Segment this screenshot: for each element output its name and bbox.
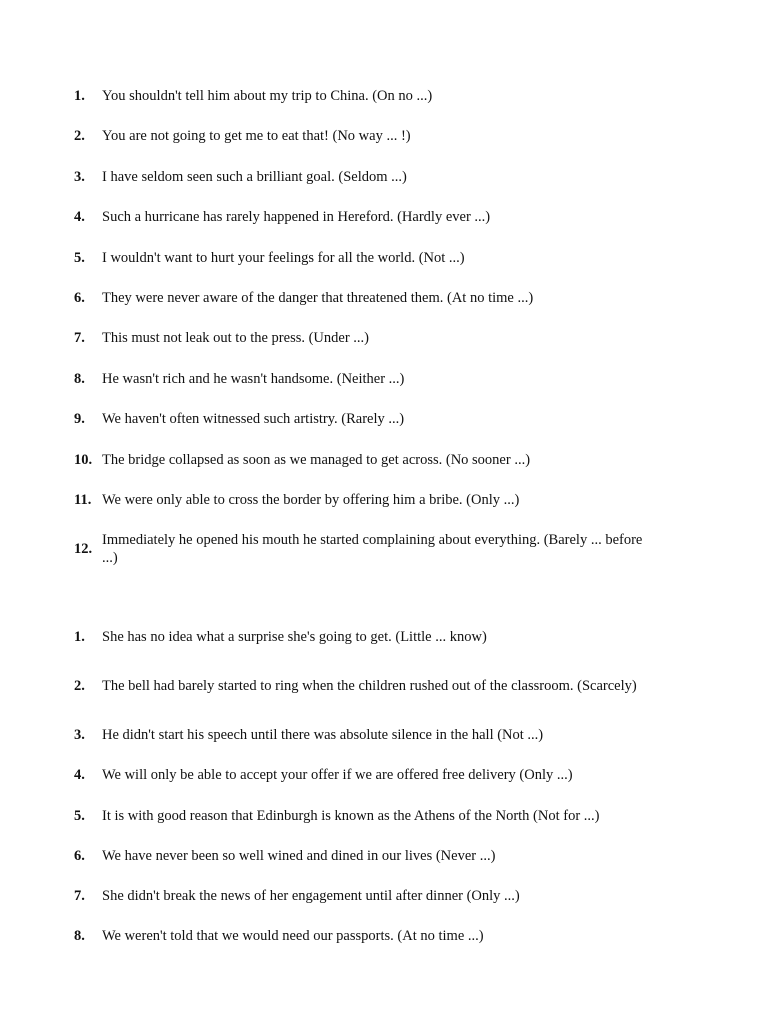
exercise-1-list bbox=[74, 87, 644, 595]
item-text: She didn't break the news of her engagement until after dinner (Only ...) bbox=[102, 887, 520, 904]
item-number: 9. bbox=[74, 411, 85, 428]
item-number: 7. bbox=[74, 887, 85, 904]
item-number: 5. bbox=[74, 807, 85, 824]
item-text: The bell had barely started to ring when the children rushed out of the classroom. (Scarcely) bbox=[102, 678, 637, 695]
item-text: We weren't told that we would need our passports. (At no time ...) bbox=[102, 928, 484, 945]
item-text: This must not leak out to the press. (Under ...) bbox=[102, 330, 369, 347]
item-text: She has no idea what a surprise she's going to get. (Little ... know) bbox=[102, 629, 487, 645]
list-item bbox=[74, 410, 644, 428]
item-number: 5. bbox=[74, 249, 85, 266]
list-item bbox=[74, 807, 644, 825]
item-number: 6. bbox=[74, 847, 85, 864]
list-item bbox=[74, 329, 644, 347]
list-item bbox=[74, 491, 644, 509]
list-item bbox=[74, 628, 644, 646]
item-text: You are not going to get me to eat that! (No way ... !) bbox=[102, 128, 411, 145]
item-number: 6. bbox=[74, 289, 85, 306]
item-number: 11. bbox=[74, 491, 92, 508]
item-number: 2. bbox=[74, 128, 85, 145]
item-text: You shouldn't tell him about my trip to China. (On no ...) bbox=[102, 88, 433, 104]
list-item bbox=[74, 168, 644, 186]
item-text: We will only be able to accept your offer if we are offered free delivery (Only ...) bbox=[102, 767, 573, 784]
list-item bbox=[74, 208, 644, 226]
item-number: 7. bbox=[74, 330, 85, 347]
item-text: Such a hurricane has rarely happened in Hereford. (Hardly ever ...) bbox=[102, 209, 491, 226]
list-item bbox=[74, 127, 644, 145]
item-number: 2. bbox=[74, 678, 85, 695]
item-number: 3. bbox=[74, 168, 85, 185]
item-text: He didn't start his speech until there was absolute silence in the hall (Not ...) bbox=[102, 727, 544, 744]
item-text: We haven't often witnessed such artistry. (Rarely ...) bbox=[102, 411, 405, 428]
list-item bbox=[74, 370, 644, 388]
list-item bbox=[74, 887, 644, 905]
item-text: Immediately he opened his mouth he started complaining about everything. (Barely ... before ...) bbox=[102, 532, 643, 567]
item-number: 10. bbox=[74, 451, 93, 468]
item-number: 12. bbox=[74, 541, 93, 558]
item-text: We have never been so well wined and dined in our lives (Never ...) bbox=[102, 847, 496, 864]
item-text: I have seldom seen such a brilliant goal. (Seldom ...) bbox=[102, 168, 407, 185]
list-item bbox=[74, 289, 644, 307]
item-text: He wasn't rich and he wasn't handsome. (Neither ...) bbox=[102, 370, 405, 387]
list-item bbox=[74, 847, 644, 865]
item-text: It is with good reason that Edinburgh is known as the Athens of the North (Not for ...) bbox=[102, 807, 600, 824]
list-item bbox=[74, 726, 644, 744]
list-item bbox=[74, 668, 644, 704]
list-item bbox=[74, 249, 644, 267]
item-text: They were never aware of the danger that threatened them. (At no time ...) bbox=[102, 289, 534, 306]
item-text: I wouldn't want to hurt your feelings for all the world. (Not ...) bbox=[102, 249, 465, 266]
item-number: 3. bbox=[74, 727, 85, 744]
item-number: 1. bbox=[74, 629, 85, 645]
list-item bbox=[74, 927, 644, 945]
item-text: The bridge collapsed as soon as we managed to get across. (No sooner ...) bbox=[102, 451, 531, 468]
item-number: 4. bbox=[74, 209, 85, 226]
item-number: 4. bbox=[74, 767, 85, 784]
item-number: 8. bbox=[74, 370, 85, 387]
list-item bbox=[74, 87, 644, 105]
exercise-2-list bbox=[74, 628, 644, 967]
item-number: 8. bbox=[74, 928, 85, 945]
list-item bbox=[74, 531, 644, 567]
list-item bbox=[74, 766, 644, 784]
list-item bbox=[74, 451, 644, 469]
item-number: 1. bbox=[74, 88, 85, 104]
item-text: We were only able to cross the border by offering him a bribe. (Only ...) bbox=[102, 491, 520, 508]
